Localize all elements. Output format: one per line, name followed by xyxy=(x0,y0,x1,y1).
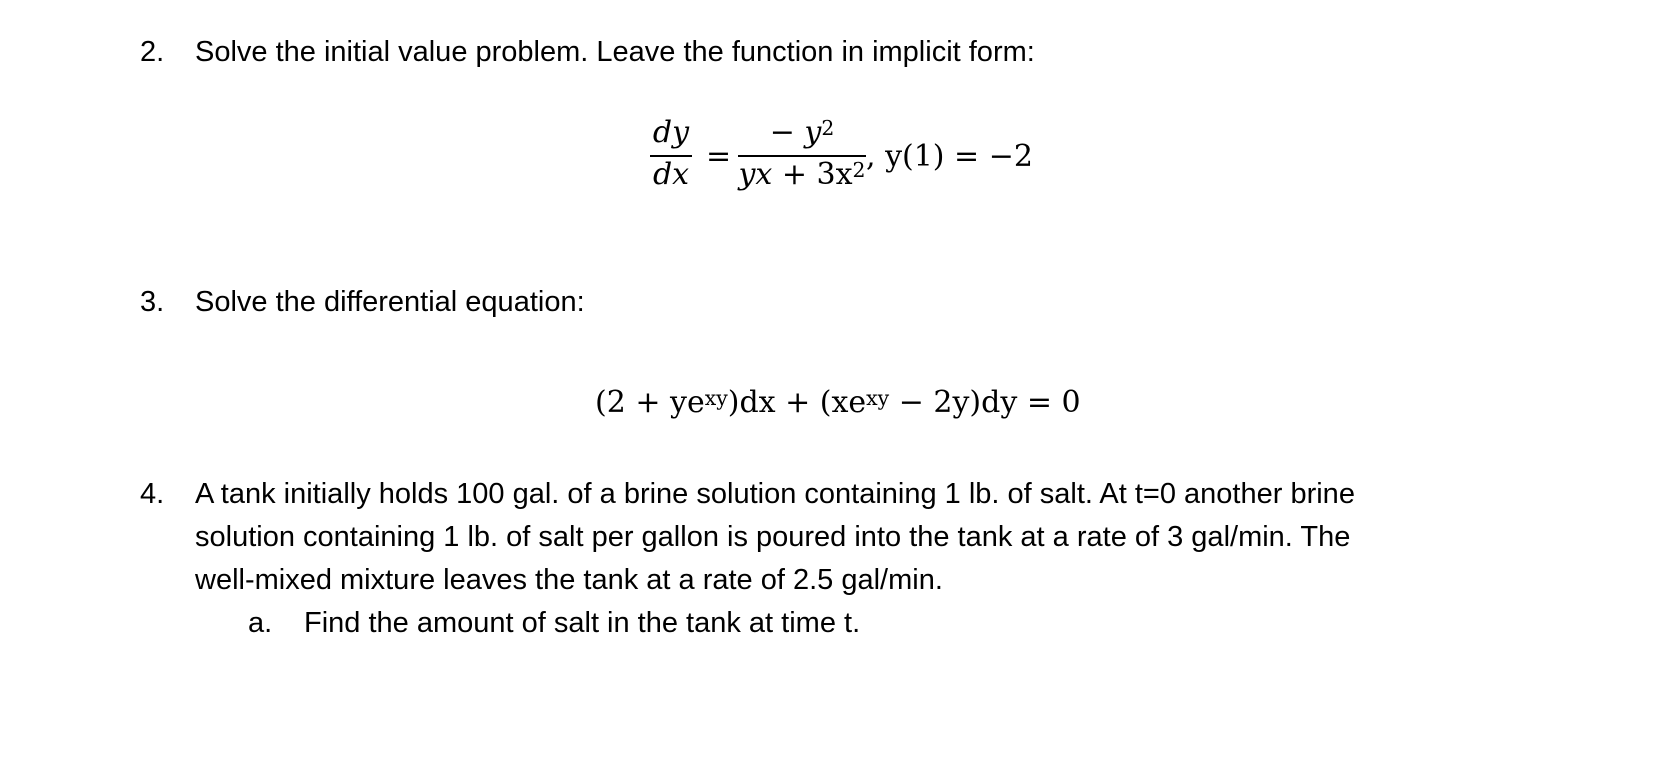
rhs-fraction xyxy=(738,115,866,197)
equation-part-3: − 2y)dy = 0 xyxy=(889,385,1081,420)
problem-text-line: A tank initially holds 100 gal. of a brine solution containing 1 lb. of salt. At t=0 another brine xyxy=(195,478,1355,510)
problem-text-line: solution containing 1 lb. of salt per gallon is poured into the tank at a rate of 3 gal/min. The xyxy=(195,521,1351,553)
fraction-denominator: dx xyxy=(652,157,690,192)
rhs-denominator-exponent: 2 xyxy=(852,157,866,182)
problem-text-line: well-mixed mixture leaves the tank at a rate of 2.5 gal/min. xyxy=(195,564,943,596)
equation-part-2: )dx + (xe xyxy=(727,385,867,420)
initial-value-equation xyxy=(650,115,1050,215)
subpart-text: Find the amount of salt in the tank at time t. xyxy=(304,607,861,639)
initial-condition: , y(1) = −2 xyxy=(866,139,1033,174)
equals-sign: = xyxy=(706,139,732,174)
equation-part-1: (2 + ye xyxy=(595,385,705,420)
rhs-denominator-a: yx xyxy=(738,157,773,192)
problem-prompt: Solve the differential equation: xyxy=(195,286,585,318)
dy-dx-fraction xyxy=(650,115,692,197)
problem-number: 3. xyxy=(140,286,165,318)
rhs-numerator-exponent: 2 xyxy=(821,115,835,140)
rhs-denominator-b: + 3x xyxy=(772,157,853,192)
problem-number: 4. xyxy=(140,478,165,510)
problem-number: 2. xyxy=(140,36,165,68)
rhs-numerator: − y xyxy=(769,115,822,150)
subpart-label: a. xyxy=(248,607,273,639)
fraction-numerator: dy xyxy=(652,115,690,150)
exponent-xy: xy xyxy=(866,385,890,410)
exponent-xy: xy xyxy=(704,385,728,410)
problem-prompt: Solve the initial value problem. Leave the function in implicit form: xyxy=(195,36,1035,68)
exact-differential-equation xyxy=(595,385,1081,421)
